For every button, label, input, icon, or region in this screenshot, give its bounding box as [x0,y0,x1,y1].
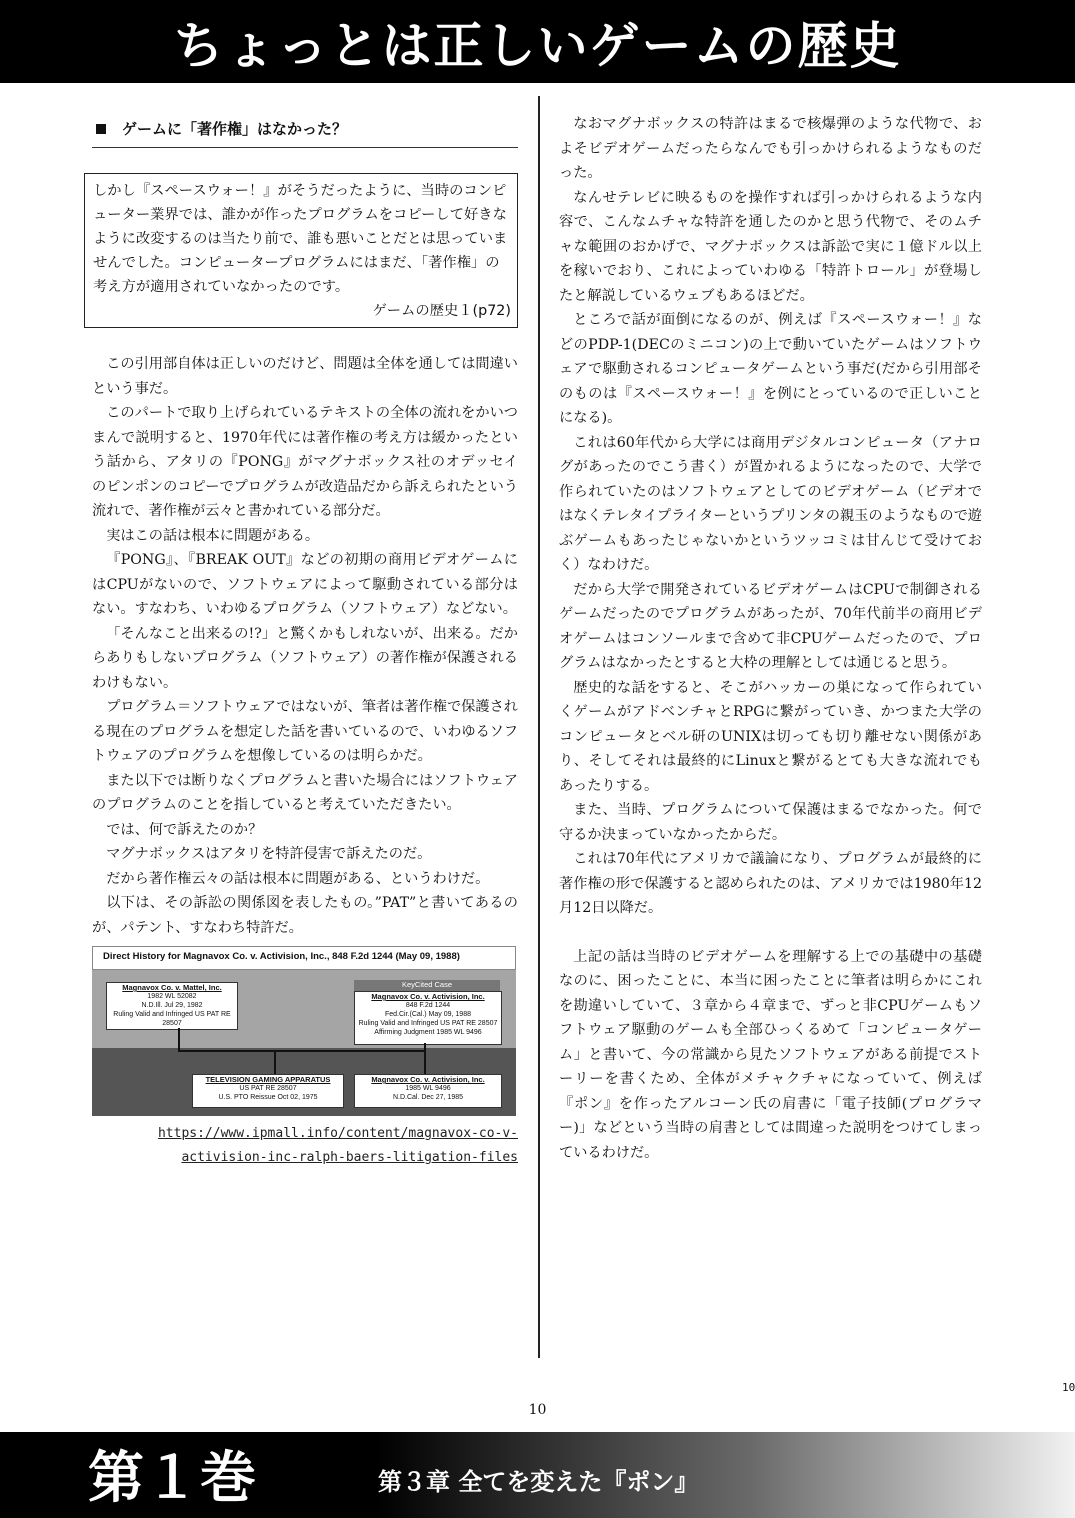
quote-box [84,173,518,328]
connector-line [178,1028,180,1052]
paragraph: ところで話が面倒になるのが、例えば『スペースウォー！』などのPDP-1(DECのミニコン)の上で動いていたゲームはソフトウェアで駆動されるコンピュータゲームという事だ(だから引用部そのものは『スペースウォー！』を例にとっているので正しいことになる)。 [559,312,982,426]
left-column [92,112,518,1170]
right-column [559,112,982,1165]
paragraph: プログラム＝ソフトウェアではないが、筆者は著作権で保護される現在のプログラムを想定した話を書いているので、いわゆるソフトウェアのプログラムを想像しているのは明らかだ。 [92,699,518,764]
page-number: 10 [528,1402,547,1418]
source-link-line[interactable]: https://www.ipmall.info/content/magnavox-co-v- [157,1126,518,1141]
case-box-mattel [106,982,238,1030]
case-heading: Magnavox Co. v. Activision, Inc. [371,992,485,1001]
paragraph: 『PONG』、『BREAK OUT』などの初期の商用ビデオゲームにはCPUがないので、ソフトウェアによって駆動されている部分はない。すなわち、いわゆるプログラム（ソフトウェア）などない。 [92,552,518,617]
source-link-line[interactable]: activision-inc-ralph-baers-litigation-files [181,1150,518,1165]
litigation-diagram [92,946,516,1116]
case-line: 1982 WL 52082 [147,993,197,1000]
paragraph: このパートで取り上げられているテキストの全体の流れをかいつまんで説明すると、1970年代には著作権の考え方は緩かったという話から、アタリの『PONG』がマグナボックス社のオデッセイのピンポンのコピーでプログラムが改造品だから訴えられたという流れで、著作権が云々と書かれている部分だ。 [92,405,518,519]
page-footer [0,1432,1075,1518]
paragraph: なんせテレビに映るものを操作すれば引っかけられるような内容で、こんなムチャな特許を通したのかと思う代物で、そのムチャな範囲のおかげで、マグナボックスは訴訟で実に１億ドル以上を稼いでおり、これによっていわゆる「特許トロール」が登場したと解説しているウェブもあるほどだ。 [559,189,982,304]
case-heading: TELEVISION GAMING APPARATUS [205,1075,331,1084]
source-link[interactable] [92,1122,518,1170]
case-line: Affirming Judgment 1985 WL 9496 [374,1029,482,1036]
case-line: Fed.Cir.(Cal.) May 09, 1988 [385,1011,471,1018]
case-line: US PAT RE 28507 [239,1085,297,1092]
case-line: N.D.Cal. Dec 27, 1985 [392,1094,464,1101]
paragraph: 歴史的な話をすると、そこがハッカーの巣になって作られていくゲームがアドベンチャとRPGに繋がっていき、かつまた大学のコンピュータとベル研のUNIXは切っても切り離せない関係があり、そしてそれは最終的にLinuxと繋がるとても大きな流れでもあったりする。 [559,679,982,794]
side-page-number: 10 [1062,1381,1075,1394]
paragraph: これは70年代にアメリカで議論になり、プログラムが最終的に著作権の形で保護すると認められたのは、アメリカでは1980年12月12日以降だ。 [559,851,982,916]
quote-text: しかし『スペースウォー！』がそうだったように、当時のコンピューター業界では、誰かが作ったプログラムをコピーして好きなように改変するのは当たり前で、誰も悪いことだとは思っていませんでした。コンピュータープログラムにはまだ、「著作権」の考え方が適用されていなかったのです。 [93,183,508,295]
left-body [92,352,518,940]
volume-label: 第１巻 [88,1445,256,1511]
keycited-label: KeyCited Case [354,980,500,991]
paragraph: なおマグナボックスの特許はまるで核爆弾のような代物で、およそビデオゲームだったらなんでも引っかけられるようなものだった。 [559,116,982,181]
connector-line [178,1050,426,1052]
paragraph: この引用部自体は正しいのだけど、問題は全体を通しては間違いという事だ。 [92,356,518,397]
case-line: Ruling Valid and Infringed US PAT RE 28507 [113,1011,231,1027]
case-line: U.S. PTO Reissue Oct 02, 1975 [218,1094,318,1101]
square-bullet-icon [96,124,106,134]
paragraph: 「そんなこと出来るの!?」と驚くかもしれないが、出来る。だからありもしないプログラム（ソフトウェア）の著作権が保護されるわけもない。 [92,625,518,691]
patent-box [192,1074,344,1108]
case-box-activision-1988 [354,991,502,1045]
case-heading: Magnavox Co. v. Mattel, Inc. [122,983,222,992]
diagram-header [92,946,516,970]
paragraph: だから著作権云々の話は根本に問題がある、というわけだ。 [106,870,490,887]
page-title: ちょっとは正しいゲームの歴史 [173,15,902,75]
paragraph: 上記の話は当時のビデオゲームを理解する上での基礎中の基礎なのに、困ったことに、本当に困ったことに筆者は明らかにこれを勘違いしていて、３章から４章まで、ずっと非CPUゲームもソフトウェア駆動のゲームも全部ひっくるめて「コンピュータゲーム」と書いて、今の常識から見たソフトウェアがある前提でストーリーを書くため、全体がメチャクチャになっていて、例えば『ポン』を作ったアルコーン氏の肩書に「電子技師(プログラマー)」などという当時の肩書としては間違った説明をつけてしまっているわけだ。 [559,948,982,1161]
section-heading [92,112,518,148]
quote-source: ゲームの歴史１(p72) [372,303,511,319]
case-line: 1985 WL 9496 [405,1085,451,1092]
paragraph: マグナボックスはアタリを特許侵害で訴えたのだ。 [106,846,432,862]
connector-line [424,1050,426,1074]
paragraph: また、当時、プログラムについて保護はまるでなかった。何で守るか決まっていなかったからだ。 [559,802,982,843]
case-heading: Magnavox Co. v. Activision, Inc. [371,1075,485,1084]
page-header [0,0,1075,83]
paragraph-gap [559,921,982,945]
paragraph: では、何で訴えたのか？ [106,821,263,838]
case-line: N.D.Ill. Jul 29, 1982 [141,1002,203,1009]
diagram-title: Direct History for Magnavox Co. v. Activision, Inc., 848 F.2d 1244 (May 09, 1988) [103,951,460,962]
paragraph: また以下では断りなくプログラムと書いた場合にはソフトウェアのプログラムのことを指していると考えていただきたい。 [92,772,518,813]
section-heading-text: ゲームに「著作権」はなかった？ [122,120,348,138]
paragraph: これは60年代から大学には商用デジタルコンピュータ（アナログがあったのでこう書く）が置かれるようになったので、大学で作られていたのはソフトウェアとしてのビデオゲーム（ビデオではなくテレタイプライターというプリンタの親玉のようなもので遊ぶゲームもあったじゃないかというツッコミは甘んじて受けておく）なわけだ。 [559,434,982,573]
case-line: 848 F.2d 1244 [405,1002,451,1009]
paragraph: 以下は、その訴訟の関係図を表したもの。”PAT”と書いてあるのが、パテント、すなわち特許だ。 [92,895,518,936]
case-box-activision-1985 [354,1074,502,1108]
paragraph: だから大学で開発されているビデオゲームはCPUで制御されるゲームだったのでプログラムがあったが、70年代前半の商用ビデオゲームはコンソールまで含めて非CPUゲームだったので、プログラムはなかったとすると大枠の理解としては通じると思う。 [559,581,982,671]
chapter-title: 第３章 全てを変えた『ポン』 [378,1467,699,1496]
case-line: Ruling Valid and Infringed US PAT RE 28507 [358,1020,498,1027]
column-divider [538,96,540,1358]
connector-line [274,1050,276,1074]
paragraph: 実はこの話は根本に問題がある。 [106,527,320,544]
